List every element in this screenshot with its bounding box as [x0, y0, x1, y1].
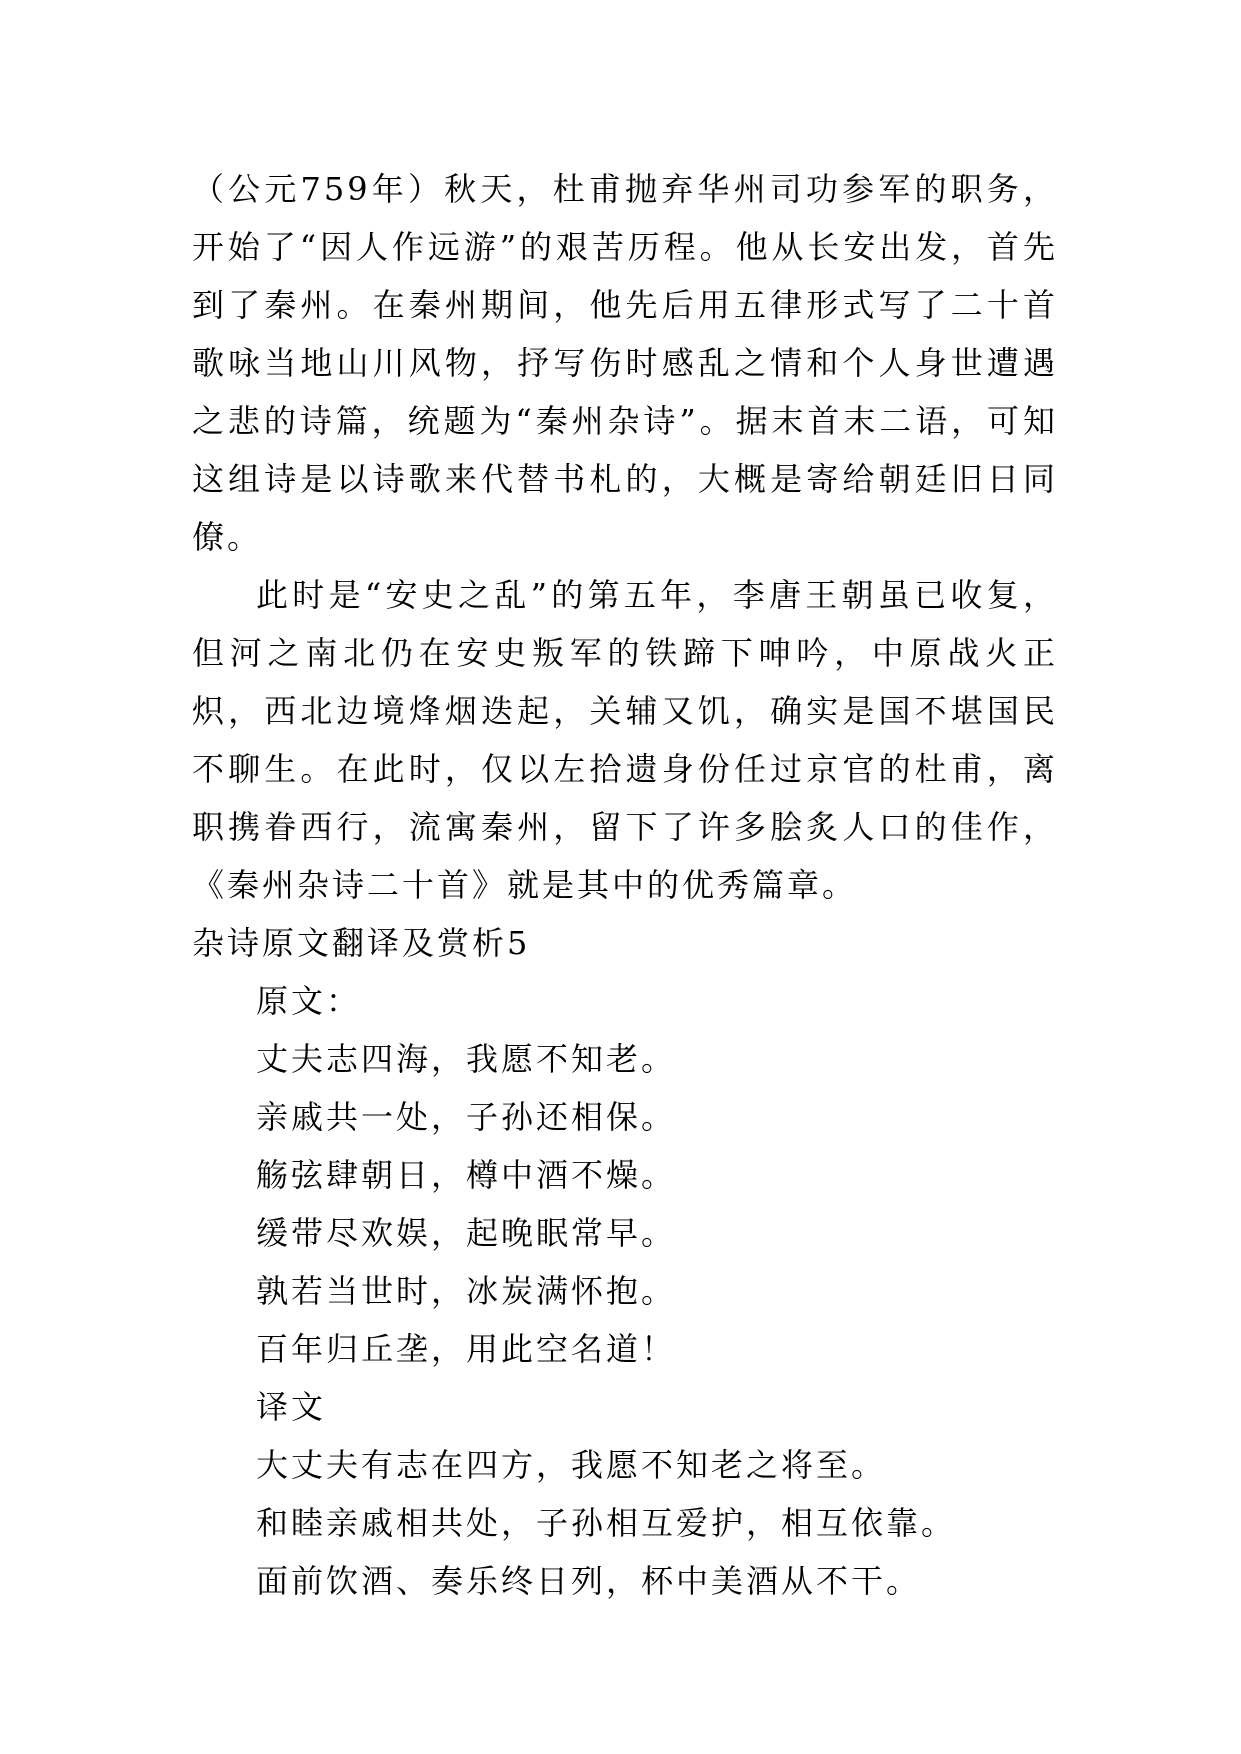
translation-line: 和睦亲戚相共处，子孙相互爱护，相互依靠。 — [256, 1504, 957, 1542]
poem-line: 缓带尽欢娱，起晚眠常早。 — [256, 1214, 677, 1252]
poem-line: 百年归丘垄，用此空名道！ — [256, 1330, 677, 1368]
translation-line: 面前饮酒、奏乐终日列，杯中美酒从不干。 — [256, 1562, 922, 1600]
translation-line: 大丈夫有志在四方，我愿不知老之将至。 — [256, 1446, 887, 1484]
document-body — [192, 160, 1058, 1610]
poem-line: 丈夫志四海，我愿不知老。 — [256, 1040, 677, 1078]
translation-label: 译文 — [256, 1388, 327, 1426]
paragraph-background: （公元759年）秋天，杜甫抛弃华州司功参军的职务，开始了“因人作远游”的艰苦历程。他从长安出发，首先到了秦州。在秦州期间，他先后用五律形式写了二十首歌咏当地山川风物，抒写伤时感乱之情和个人身世遭遇之悲的诗篇，统题为“秦州杂诗”。据末首末二语，可知这组诗是以诗歌来代替书札的，大概是寄给朝廷旧日同僚。 — [192, 170, 1058, 556]
poem-line: 孰若当世时，冰炭满怀抱。 — [256, 1272, 677, 1310]
paragraph-historical-context: 此时是“安史之乱”的第五年，李唐王朝虽已收复，但河之南北仍在安史叛军的铁蹄下呻吟，中原战火正炽，西北边境烽烟迭起，关辅又饥，确实是国不堪国民不聊生。在此时，仅以左拾遗身份任过京官的杜甫，离职携眷西行，流寓秦州，留下了许多脍炙人口的佳作，《秦州杂诗二十首》就是其中的优秀篇章。 — [192, 576, 1058, 904]
poem-line: 觞弦肆朝日，樽中酒不燥。 — [256, 1156, 677, 1194]
section-title: 杂诗原文翻译及赏析5 — [192, 924, 531, 962]
original-label: 原文： — [256, 982, 362, 1020]
poem-line: 亲戚共一处，子孙还相保。 — [256, 1098, 677, 1136]
